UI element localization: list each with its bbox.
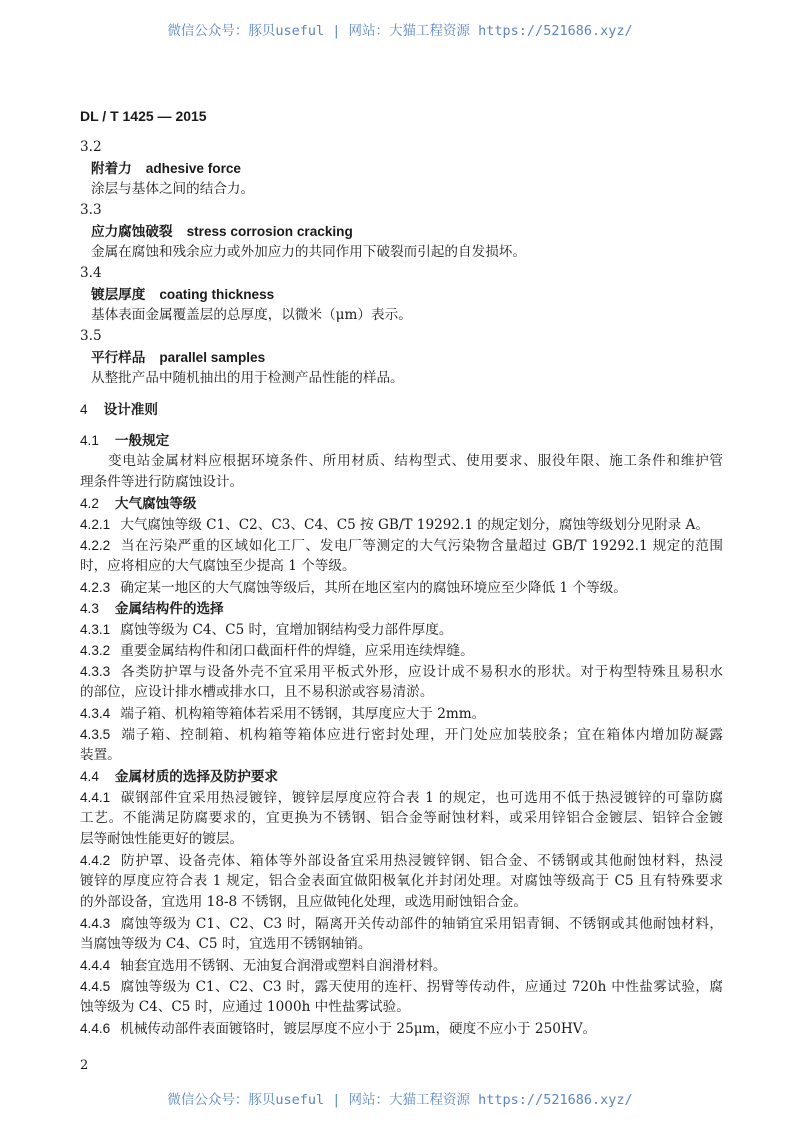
term-definition xyxy=(91,179,734,200)
clause-text: 防护罩、设备壳体、箱体等外部设备宜采用热浸镀锌钢、铝合金、不锈钢或其他耐蚀材料，热浸 xyxy=(120,853,723,869)
clause-number: 4.4.3 xyxy=(80,916,111,931)
clause-number: 4.4.4 xyxy=(80,958,111,973)
section-heading xyxy=(80,430,723,451)
term-title xyxy=(91,221,734,242)
clause-text: 的部位，应设计排水槽或排水口，且不易积淤或容易清淤。 xyxy=(80,684,434,700)
clause-number: 4.4.2 xyxy=(80,853,111,868)
clause-line xyxy=(80,808,723,829)
term-definition-text: 涂层与基体之间的结合力。 xyxy=(91,181,255,197)
watermark-bottom: 微信公众号：豚贝useful | 网站：大猫工程资源 https://521686.xyz/ xyxy=(167,1092,633,1108)
clause-text: 各类防护罩与设备外壳不宜采用平板式外形，应设计成不易积水的形状。对于构型特殊且易积水 xyxy=(120,664,723,680)
clause-text: 当在污染严重的区域如化工厂、发电厂等测定的大气污染物含量超过 GB/T 19292.1 规定的范围 xyxy=(120,538,723,554)
clause-text: 蚀等级为 C4、C5 时，应通过 1000h 中性盐雾试验。 xyxy=(80,999,410,1015)
chapter-number: 4 xyxy=(80,402,88,417)
clause-text: 腐蚀等级为 C1、C2、C3 时，露天使用的连杆、拐臂等传动件，应通过 720h 中性盐雾试验，腐 xyxy=(120,979,723,995)
clause-line xyxy=(80,934,723,955)
clause-line xyxy=(80,871,723,892)
clause-text: 工艺。不能满足防腐要求的，宜更换为不锈钢、铝合金等耐蚀材料，或采用锌铝合金镀层、铝锌合金镀 xyxy=(80,810,723,826)
clause-text: 时，应将相应的大气腐蚀至少提高 1 个等级。 xyxy=(80,558,356,574)
clause-line xyxy=(80,745,723,766)
clause-line xyxy=(80,913,723,934)
clause-line xyxy=(80,451,723,472)
term-number-text: 3.3 xyxy=(80,202,102,218)
clause-number: 4.3.4 xyxy=(80,706,111,721)
clause-line xyxy=(80,703,723,724)
term-definition xyxy=(91,368,734,389)
clause-text: 腐蚀等级为 C1、C2、C3 时，隔离开关传动部件的轴销宜采用铝青铜、不锈钢或其他耐蚀材料， xyxy=(120,916,723,932)
term-definition xyxy=(91,242,734,263)
clause-text: 端子箱、控制箱、机构箱等箱体应进行密封处理，开门处应加装胶条；宜在箱体内增加防凝露 xyxy=(120,727,723,743)
term-number xyxy=(80,137,723,158)
clause-text: 机械传动部件表面镀铬时，镀层厚度不应小于 25μm，硬度不应小于 250HV。 xyxy=(120,1021,597,1037)
clause-text: 大气腐蚀等级 xyxy=(114,496,197,512)
clause-line xyxy=(80,514,723,535)
section-heading xyxy=(80,493,723,514)
clause-number: 4.3.1 xyxy=(80,622,111,637)
clause-text: 碳钢部件宜采用热浸镀锌，镀锌层厚度应符合表 1 的规定，也可选用不低于热浸镀锌的可靠防腐 xyxy=(120,790,723,806)
clause-number: 4.1 xyxy=(80,433,99,448)
term-definition xyxy=(91,305,734,326)
clause-line xyxy=(80,976,723,997)
page-number: 2 xyxy=(80,1058,89,1073)
term-number-text: 3.2 xyxy=(80,139,102,155)
clause-text: 变电站金属材料应根据环境条件、所用材质、结构型式、使用要求、服役年限、施工条件和维护管 xyxy=(108,453,723,469)
term-zh: 应力腐蚀破裂 xyxy=(91,224,173,240)
term-zh: 附着力 xyxy=(91,161,132,177)
watermark-top: 微信公众号：豚贝useful | 网站：大猫工程资源 https://521686.xyz/ xyxy=(167,23,633,39)
clause-text: 轴套宜选用不锈钢、无油复合润滑或塑料自润滑材料。 xyxy=(120,958,447,974)
clause-line xyxy=(80,892,723,913)
clause-line xyxy=(80,787,723,808)
clause-number: 4.2.2 xyxy=(80,538,111,553)
clause-line xyxy=(80,661,723,682)
term-en: adhesive force xyxy=(145,161,241,176)
clause-line xyxy=(80,472,723,493)
term-zh: 镀层厚度 xyxy=(91,287,146,303)
clause-number: 4.3.2 xyxy=(80,643,111,658)
section-heading xyxy=(80,766,723,787)
clause-line xyxy=(80,997,723,1018)
clause-number: 4.4.1 xyxy=(80,790,111,805)
clause-number: 4.4.5 xyxy=(80,979,111,994)
clause-text: 理条件等进行防腐蚀设计。 xyxy=(80,474,244,490)
clause-line xyxy=(80,724,723,745)
chapter-heading xyxy=(80,399,723,420)
clause-line xyxy=(80,619,723,640)
clause-text: 镀锌的厚度应符合表 1 规定，铝合金表面宜做阳极氧化并封闭处理。对腐蚀等级高于 C5 且有特殊要求 xyxy=(80,873,723,889)
term-number-text: 3.5 xyxy=(80,328,102,344)
section-heading xyxy=(80,598,723,619)
clause-line xyxy=(80,535,723,556)
clause-text: 端子箱、机构箱等箱体若采用不锈钢，其厚度应大于 2mm。 xyxy=(120,706,486,722)
term-zh: 平行样品 xyxy=(91,350,146,366)
chapter-title: 设计准则 xyxy=(103,402,158,418)
clause-line xyxy=(80,829,723,850)
term-number xyxy=(80,326,723,347)
clause-number: 4.3 xyxy=(80,601,99,616)
clause-text: 当腐蚀等级为 C4、C5 时，宜选用不锈钢轴销。 xyxy=(80,936,372,952)
term-title xyxy=(91,284,734,305)
clause-line xyxy=(80,577,723,598)
clause-text: 大气腐蚀等级 C1、C2、C3、C4、C5 按 GB/T 19292.1 的规定划分，腐蚀等级划分见附录 A。 xyxy=(120,517,709,533)
term-number xyxy=(80,263,723,284)
clause-text: 层等耐蚀性能更好的镀层。 xyxy=(80,831,244,847)
term-title xyxy=(91,158,734,179)
clause-line xyxy=(80,556,723,577)
clause-number: 4.4 xyxy=(80,769,99,784)
term-definition-text: 金属在腐蚀和残余应力或外加应力的共同作用下破裂而引起的自发损坏。 xyxy=(91,244,526,260)
clause-number: 4.2 xyxy=(80,496,99,511)
clause-number: 4.3.3 xyxy=(80,664,111,679)
clause-text: 金属结构件的选择 xyxy=(114,601,224,617)
term-en: coating thickness xyxy=(159,287,275,302)
term-en: stress corrosion cracking xyxy=(186,224,353,239)
standard-number: DL / T 1425 — 2015 xyxy=(80,108,207,124)
clause-text: 的外部设备，宜选用 18-8 不锈钢，且应做钝化处理，或选用耐蚀铝合金。 xyxy=(80,894,527,910)
clause-number: 4.4.6 xyxy=(80,1021,111,1036)
clause-text: 装置。 xyxy=(80,747,121,763)
clause-text: 腐蚀等级为 C4、C5 时，宜增加钢结构受力部件厚度。 xyxy=(120,622,453,638)
term-definition-text: 从整批产品中随机抽出的用于检测产品性能的样品。 xyxy=(91,370,404,386)
term-title xyxy=(91,347,734,368)
clause-number: 4.3.5 xyxy=(80,727,111,742)
clause-text: 一般规定 xyxy=(114,433,170,449)
clause-text: 重要金属结构件和闭口截面杆件的焊缝，应采用连续焊缝。 xyxy=(120,643,474,659)
clause-text: 金属材质的选择及防护要求 xyxy=(114,769,279,785)
clause-text: 确定某一地区的大气腐蚀等级后，其所在地区室内的腐蚀环境应至少降低 1 个等级。 xyxy=(120,580,627,596)
term-en: parallel samples xyxy=(159,350,266,365)
clause-line xyxy=(80,1018,723,1039)
clause-line xyxy=(80,850,723,871)
term-number-text: 3.4 xyxy=(80,265,102,281)
clause-line xyxy=(80,955,723,976)
clause-number: 4.2.1 xyxy=(80,517,111,532)
term-number xyxy=(80,200,723,221)
clause-line xyxy=(80,640,723,661)
clause-number: 4.2.3 xyxy=(80,580,111,595)
clause-line xyxy=(80,682,723,703)
term-definition-text: 基体表面金属覆盖层的总厚度，以微米（μm）表示。 xyxy=(91,307,412,323)
